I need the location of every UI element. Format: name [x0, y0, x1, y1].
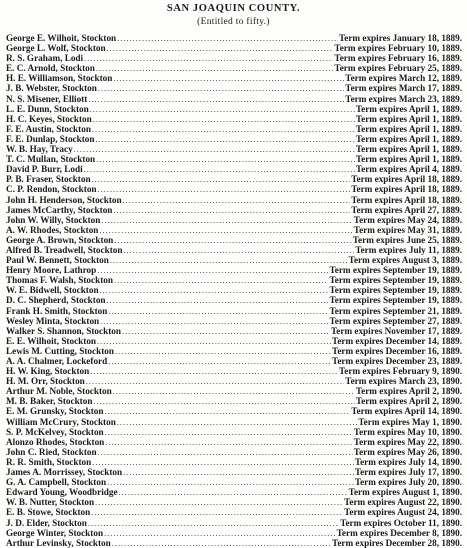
- entry-term: Term expires September 19, 1889.: [329, 285, 462, 296]
- dot-leader: [114, 236, 351, 245]
- entry-term: Term expires July 17, 1890.: [354, 467, 462, 478]
- list-item: [6, 487, 462, 497]
- entry-term: Term expires September 21, 1889.: [329, 305, 462, 316]
- entry-term: Term expires April 1, 1889.: [355, 103, 462, 114]
- entry-name: Henry Moore, Lathrop: [6, 265, 97, 276]
- entry-term: Term expires April 27, 1889.: [351, 204, 462, 215]
- entry-term: Term expires December 16, 1889.: [332, 345, 462, 356]
- list-item: [6, 386, 462, 396]
- dot-leader: [95, 498, 343, 507]
- entry-term: Term expires September 27, 1889.: [329, 315, 462, 326]
- entry-name: A. A. Chalmer, Lockeford: [6, 356, 108, 366]
- list-item: [6, 406, 462, 416]
- entry-term: Term expires March 23, 1889.: [345, 93, 462, 104]
- dot-leader: [93, 397, 354, 406]
- list-item: [6, 457, 462, 467]
- dot-leader: [104, 529, 336, 538]
- entry-term: Term expires September 19, 1889.: [329, 275, 462, 286]
- county-heading: SAN JOAQUIN COUNTY.: [166, 3, 301, 14]
- dot-leader: [98, 185, 351, 194]
- notary-list: [6, 33, 462, 548]
- entry-name: George L. Wolf, Stockton: [6, 43, 106, 54]
- dot-leader: [117, 418, 358, 427]
- dot-leader: [107, 44, 334, 53]
- dot-leader: [105, 438, 353, 447]
- entry-term: Term expires May 31, 1889.: [353, 224, 462, 235]
- dot-leader: [100, 317, 328, 326]
- dot-leader: [84, 54, 333, 63]
- dot-leader: [84, 165, 355, 174]
- entry-term: Term expires July 14, 1890.: [354, 456, 462, 467]
- list-item: [6, 104, 462, 114]
- entry-name: F. E. Austin, Stockton: [6, 123, 91, 134]
- dot-leader: [88, 519, 339, 528]
- list-item: [6, 53, 462, 63]
- dot-leader: [113, 74, 344, 83]
- list-item: [6, 94, 462, 104]
- entry-name: Alfred B. Treadwell, Stockton: [6, 244, 123, 255]
- dot-leader: [93, 115, 355, 124]
- entry-name: John C. Ried, Stockton: [6, 446, 97, 457]
- entry-term: Term expires August 22, 1890.: [344, 497, 462, 508]
- entry-name: E. C. Arnold, Stockton: [6, 63, 95, 74]
- list-item: [6, 467, 462, 477]
- entry-term: Term expires May 24, 1889.: [353, 214, 462, 225]
- entry-name: P. B. Fraser, Stockton: [6, 174, 91, 185]
- list-item: [6, 295, 462, 305]
- list-item: [6, 195, 462, 205]
- dot-leader: [117, 34, 338, 43]
- list-item: [6, 225, 462, 235]
- entry-term: Term expires April 1, 1889.: [355, 133, 462, 144]
- entry-term: Term expires March 17, 1889.: [345, 83, 462, 94]
- dot-leader: [122, 327, 330, 336]
- entry-name: H. M. Orr, Stockton: [6, 376, 85, 387]
- entry-name: Wesley Minta, Stockton: [6, 315, 100, 326]
- entry-name: George A. Brown, Stockton: [6, 234, 114, 245]
- entry-term: Term expires December 14, 1889.: [332, 335, 462, 346]
- dot-leader: [74, 145, 355, 154]
- entry-term: Term expires February 16, 1889.: [334, 53, 462, 64]
- dot-leader: [97, 337, 331, 346]
- list-item: [6, 235, 462, 245]
- dot-leader: [98, 84, 344, 93]
- list-item: [6, 134, 462, 144]
- list-item: [6, 124, 462, 134]
- dot-leader: [110, 256, 348, 265]
- list-item: [6, 306, 462, 316]
- list-item: [6, 245, 462, 255]
- dot-leader: [97, 266, 328, 275]
- entry-name: R. R. Smith, Stockton: [6, 456, 92, 467]
- entry-name: Paul W. Bennett, Stockton: [6, 255, 109, 266]
- dot-leader: [107, 478, 354, 487]
- list-item: [6, 275, 462, 285]
- dot-leader: [115, 347, 331, 356]
- entry-name: M. B. Baker, Stockton: [6, 396, 93, 407]
- list-item: [6, 497, 462, 507]
- list-item: [6, 316, 462, 326]
- entry-term: Term expires April 18, 1889.: [351, 184, 462, 195]
- entry-name: Edward Young, Woodbridge: [6, 487, 118, 498]
- list-item: [6, 528, 462, 538]
- entry-term: Term expires July 20, 1890.: [354, 477, 462, 488]
- list-item: [6, 427, 462, 437]
- entry-name: L. E. Dunn, Stockton: [6, 103, 89, 114]
- list-item: [6, 366, 462, 376]
- dot-leader: [99, 226, 352, 235]
- dot-leader: [112, 539, 331, 548]
- list-item: [6, 184, 462, 194]
- entry-name: Alonzo Rhodes, Stockton: [6, 436, 105, 447]
- dot-leader: [91, 508, 343, 517]
- entry-name: C. P. Rendon, Stockton: [6, 184, 97, 195]
- list-item: [6, 265, 462, 275]
- entry-term: Term expires April 2, 1890.: [355, 396, 462, 407]
- entry-name: Thomas F. Walsh, Stockton: [6, 275, 113, 286]
- dot-leader: [113, 206, 350, 215]
- entry-name: E. B. Stowe, Stockton: [6, 507, 91, 518]
- entry-name: R. S. Graham, Lodi: [6, 53, 84, 64]
- entry-term: Term expires April 1, 1889.: [355, 113, 462, 124]
- entry-term: Term expires April 1, 1889.: [355, 154, 462, 165]
- entry-term: Term expires April 18, 1889.: [351, 194, 462, 205]
- entry-term: Term expires February 25, 1889.: [334, 63, 462, 74]
- list-item: [6, 417, 462, 427]
- entry-name: N. S. Misener, Elliott: [6, 93, 88, 104]
- entry-term: Term expires December 23, 1889.: [332, 356, 462, 366]
- dot-leader: [108, 357, 331, 366]
- entry-name: W. B. Hay, Tracy: [6, 144, 73, 155]
- entry-name: A. W. Rhodes, Stockton: [6, 224, 99, 235]
- dot-leader: [105, 428, 353, 437]
- entry-term: Term expires April 18, 1889.: [351, 174, 462, 185]
- dot-leader: [92, 458, 354, 467]
- entry-term: Term expires August 3, 1889.: [348, 255, 462, 266]
- entry-term: Term expires July 11, 1889.: [355, 244, 462, 255]
- dot-leader: [92, 125, 355, 134]
- entry-name: John W. Willy, Stockton: [6, 214, 101, 225]
- dot-leader: [113, 387, 355, 396]
- entry-name: T. C. Mullan, Stockton: [6, 154, 96, 165]
- entry-term: Term expires May 26, 1890.: [353, 446, 462, 457]
- list-item: [6, 205, 462, 215]
- entry-name: James McCarthy, Stockton: [6, 204, 113, 215]
- dot-leader: [108, 307, 328, 316]
- list-item: [6, 346, 462, 356]
- entry-name: W. B. Nutter, Stockton: [6, 497, 95, 508]
- dot-leader: [114, 276, 329, 285]
- dot-leader: [92, 175, 351, 184]
- dot-leader: [123, 196, 351, 205]
- dot-leader: [86, 377, 345, 386]
- entry-term: Term expires December 8, 1890.: [336, 527, 462, 538]
- entitlement-note: (Entitled to fifty.): [197, 17, 270, 27]
- entry-name: E. E. Wilhoit, Stockton: [6, 335, 97, 346]
- list-item: [6, 336, 462, 346]
- entry-name: H. W. King, Stockton: [6, 366, 90, 377]
- list-item: [6, 538, 462, 548]
- list-item: [6, 518, 462, 528]
- list-item: [6, 63, 462, 73]
- entry-term: Term expires April 4, 1889.: [355, 164, 462, 175]
- entry-term: Term expires April 1, 1889.: [355, 123, 462, 134]
- list-item: [6, 114, 462, 124]
- list-item: [6, 33, 462, 43]
- list-item: [6, 447, 462, 457]
- entry-name: George E. Wilhoit, Stockton: [6, 33, 117, 43]
- entry-term: Term expires January 18, 1889.: [338, 33, 462, 43]
- entry-term: Term expires February 10, 1889.: [334, 43, 462, 54]
- list-item: [6, 326, 462, 336]
- entry-term: Term expires October 11, 1890.: [340, 517, 462, 528]
- entry-name: E. M. Grunsky, Stockton: [6, 406, 104, 417]
- entry-name: J. D. Elder, Stockton: [6, 517, 87, 528]
- list-item: [6, 477, 462, 487]
- list-item: [6, 154, 462, 164]
- list-item: [6, 164, 462, 174]
- entry-term: Term expires August 1, 1890.: [348, 487, 462, 498]
- dot-leader: [90, 105, 355, 114]
- entry-term: Term expires September 19, 1889.: [329, 265, 462, 276]
- dot-leader: [88, 95, 344, 104]
- dot-leader: [101, 216, 352, 225]
- entry-name: David P. Burr, Lodi: [6, 164, 83, 175]
- list-item: [6, 215, 462, 225]
- dot-leader: [123, 468, 354, 477]
- list-item: [6, 396, 462, 406]
- dot-leader: [90, 367, 338, 376]
- list-item: [6, 255, 462, 265]
- entry-term: Term expires May 22, 1890.: [353, 436, 462, 447]
- entry-name: G. A. Campbell, Stockton: [6, 477, 107, 488]
- list-item: [6, 285, 462, 295]
- entry-name: William McCrury, Stockton: [6, 416, 116, 427]
- list-item: [6, 437, 462, 447]
- entry-term: Term expires February 9, 1890.: [339, 366, 462, 377]
- entry-name: J. B. Webster, Stockton: [6, 83, 97, 94]
- entry-term: Term expires September 19, 1889.: [329, 295, 462, 306]
- entry-name: Walker S. Shannon, Stockton: [6, 325, 121, 336]
- dot-leader: [96, 135, 355, 144]
- entry-name: John H. Henderson, Stockton: [6, 194, 122, 205]
- entry-term: Term expires December 28, 1890.: [332, 537, 462, 548]
- entry-term: Term expires March 12, 1889.: [345, 73, 462, 84]
- entry-name: S. P. McKelvey, Stockton: [6, 426, 104, 437]
- dot-leader: [123, 246, 354, 255]
- entry-term: Term expires April 2, 1890.: [355, 386, 462, 397]
- entry-term: Term expires May 1, 1890.: [358, 416, 462, 427]
- entry-term: Term expires March 23, 1890.: [345, 376, 462, 387]
- list-item: [6, 356, 462, 366]
- entry-term: Term expires June 25, 1889.: [352, 234, 462, 245]
- entry-term: Term expires May 10, 1890.: [353, 426, 462, 437]
- dot-leader: [96, 155, 355, 164]
- dot-leader: [100, 286, 329, 295]
- dot-leader: [119, 488, 348, 497]
- entry-name: George Winter, Stockton: [6, 527, 104, 538]
- entry-name: H. C. Keyes, Stockton: [6, 113, 92, 124]
- entry-name: H. E. Williamson, Stockton: [6, 73, 113, 84]
- list-item: [6, 174, 462, 184]
- entry-name: Arthur M. Noble, Stockton: [6, 386, 112, 397]
- entry-name: James A. Morrissey, Stockton: [6, 467, 123, 478]
- dot-leader: [105, 407, 351, 416]
- entry-term: Term expires August 24, 1890.: [344, 507, 462, 518]
- entry-term: Term expires April 1, 1889.: [355, 144, 462, 155]
- entry-name: Arthur Levinsky, Stockton: [6, 537, 111, 548]
- list-item: [6, 73, 462, 83]
- list-item: [6, 507, 462, 517]
- entry-name: D. C. Shepherd, Stockton: [6, 295, 106, 306]
- entry-name: W. E. Bidwell, Stockton: [6, 285, 99, 296]
- entry-name: F. E. Dunlap, Stockton: [6, 133, 95, 144]
- list-item: [6, 144, 462, 154]
- dot-leader: [96, 64, 334, 73]
- list-item: [6, 83, 462, 93]
- list-item: [6, 376, 462, 386]
- list-item: [6, 43, 462, 53]
- entry-term: Term expires April 14, 1890.: [351, 406, 462, 417]
- entry-name: Lewis M. Cutting, Stockton: [6, 345, 114, 356]
- dot-leader: [107, 296, 329, 305]
- entry-term: Term expires November 17, 1889.: [331, 325, 462, 336]
- dot-leader: [98, 448, 353, 457]
- entry-name: Frank H. Smith, Stockton: [6, 305, 108, 316]
